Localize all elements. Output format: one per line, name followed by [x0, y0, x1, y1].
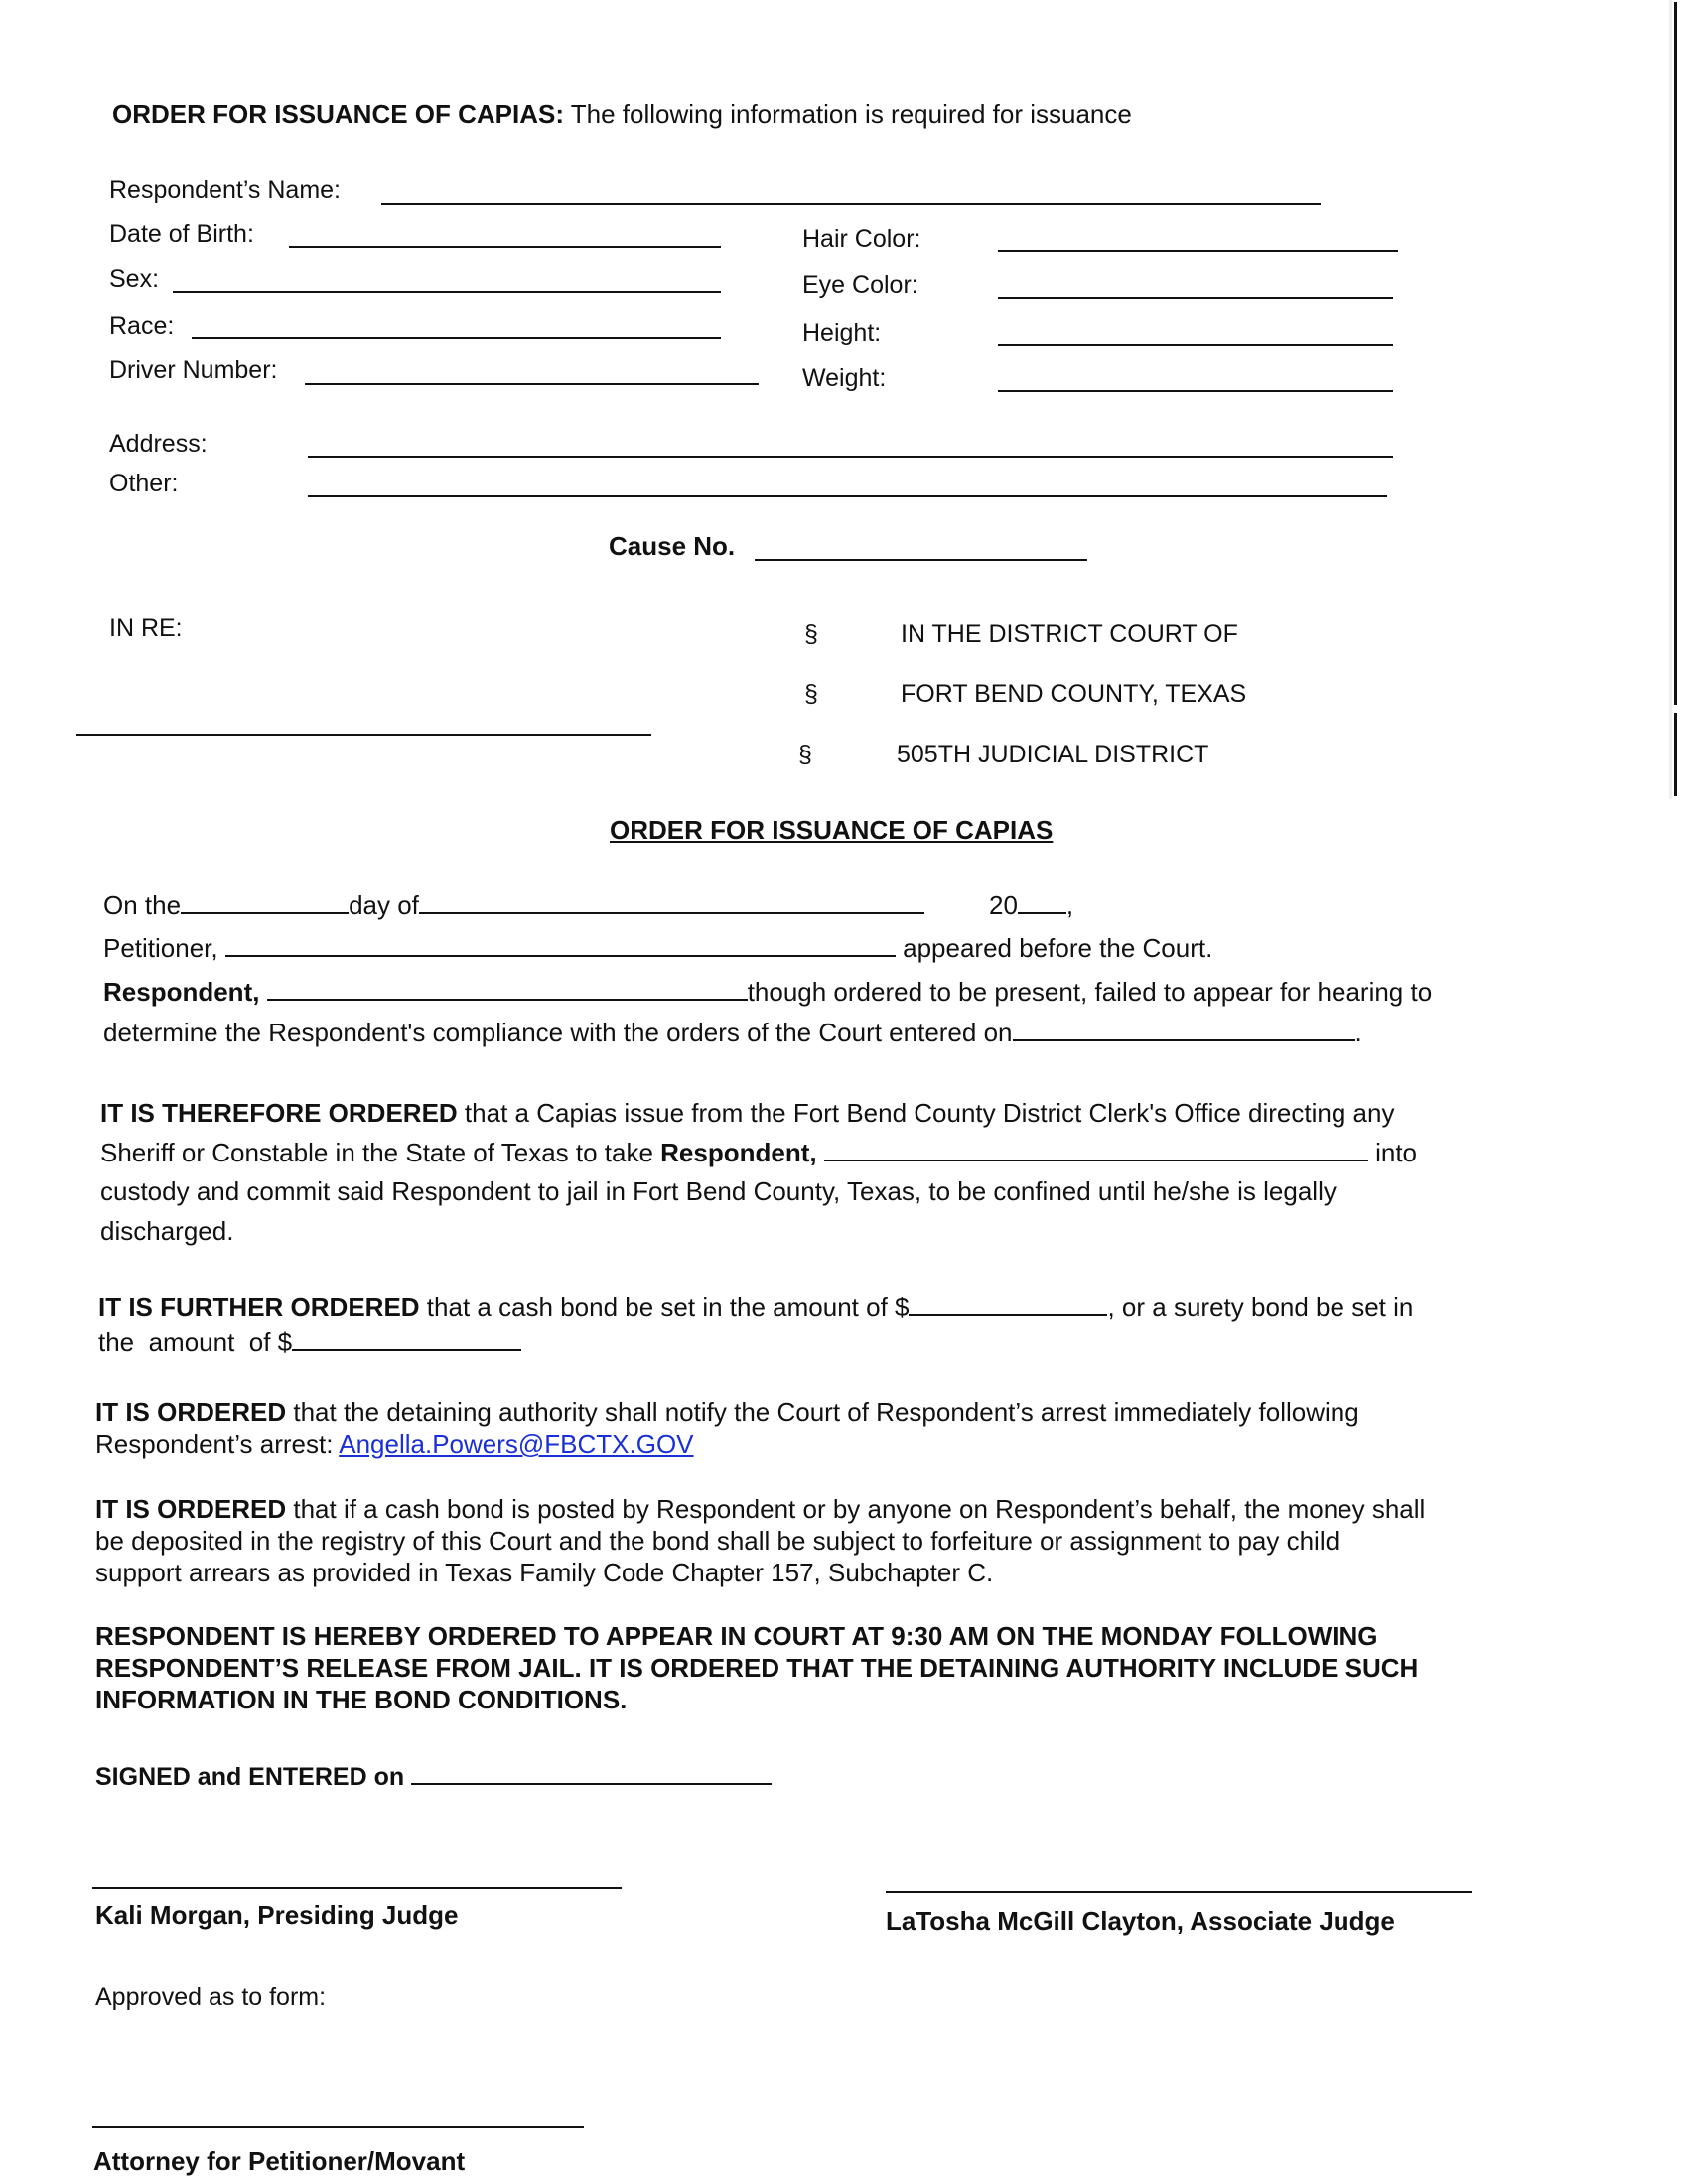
approved-label: Approved as to form:	[95, 1983, 327, 2011]
respondent-line	[103, 977, 1432, 1007]
associate-judge-name: LaTosha McGill Clayton, Associate Judge	[886, 1906, 1395, 1936]
cause-no-field[interactable]	[755, 559, 1087, 561]
p4-line-2: be deposited in the registry of this Court and the bond shall be subject to forfeiture or assignment to pay child	[95, 1526, 1340, 1556]
text: into	[1375, 1138, 1417, 1167]
text: IT IS ORDERED	[95, 1494, 287, 1524]
day-field[interactable]	[181, 892, 349, 914]
signed-date-field[interactable]	[411, 1763, 772, 1785]
respondent-name-field[interactable]	[381, 203, 1321, 205]
text: Sheriff or Constable in the State of Texas to take	[100, 1138, 661, 1167]
text: Petitioner,	[103, 933, 218, 963]
height-label: Height:	[802, 319, 882, 346]
cash-bond-field[interactable]	[909, 1295, 1107, 1316]
in-re-label: IN RE:	[109, 614, 183, 642]
p4-line-1	[95, 1494, 1425, 1524]
scrollbar-thumb[interactable]	[1674, 713, 1677, 796]
hair-color-field[interactable]	[998, 250, 1398, 252]
text: appeared before the Court.	[903, 933, 1213, 963]
hair-color-label: Hair Color:	[802, 225, 921, 253]
month-field[interactable]	[419, 892, 924, 914]
p5-line-2: RESPONDENT’S RELEASE FROM JAIL. IT IS ORDERED THAT THE DETAINING AUTHORITY INCLUDE SUCH	[95, 1653, 1419, 1683]
petitioner-line	[103, 933, 1212, 963]
respondent-field[interactable]	[267, 979, 748, 1001]
driver-number-label: Driver Number:	[109, 356, 278, 384]
text: Respondent,	[660, 1138, 817, 1167]
attorney-signature-line[interactable]	[92, 2126, 584, 2128]
weight-label: Weight:	[802, 364, 887, 392]
associate-judge-signature-line[interactable]	[886, 1891, 1472, 1893]
p1-line-3: custody and commit said Respondent to jail in Fort Bend County, Texas, to be confined until he/she is legally	[100, 1176, 1337, 1206]
court-line-2: FORT BEND COUNTY, TEXAS	[901, 680, 1247, 708]
text: though ordered to be present, failed to appear for hearing to	[747, 977, 1433, 1007]
year-field[interactable]	[1018, 892, 1066, 914]
text: Respondent’s arrest:	[95, 1430, 340, 1459]
respondent-name-label: Respondent’s Name:	[109, 176, 342, 204]
p1-line-1	[100, 1098, 1394, 1128]
text: day of	[349, 890, 419, 920]
text: that the detaining authority shall notify the Court of Respondent’s arrest immediately following	[286, 1397, 1359, 1427]
attorney-label: Attorney for Petitioner/Movant	[93, 2146, 466, 2176]
custody-respondent-field[interactable]	[824, 1140, 1368, 1161]
text: that a cash bond be set in the amount of $	[419, 1293, 910, 1322]
email-link[interactable]: Angella.Powers@FBCTX.GOV	[339, 1430, 694, 1459]
height-field[interactable]	[998, 344, 1393, 346]
p3-line-1	[95, 1397, 1359, 1427]
text: IT IS FURTHER ORDERED	[98, 1293, 420, 1322]
text: , or a surety bond be set in	[1107, 1293, 1414, 1322]
text: IT IS ORDERED	[95, 1397, 287, 1427]
text: 20	[989, 890, 1018, 920]
text: SIGNED and ENTERED on	[95, 1763, 405, 1791]
year-line	[989, 890, 1073, 920]
weight-field[interactable]	[998, 390, 1393, 392]
p2-line-1	[98, 1293, 1413, 1322]
eye-color-field[interactable]	[998, 297, 1393, 299]
section-symbol: §	[804, 680, 818, 708]
text: determine the Respondent's compliance with the orders of the Court entered on	[103, 1018, 1013, 1047]
scrollbar-line	[1674, 2, 1677, 705]
text: that if a cash bond is posted by Respondent or by anyone on Respondent’s behalf, the money shall	[286, 1494, 1426, 1524]
text: On the	[103, 890, 182, 920]
dob-label: Date of Birth:	[109, 220, 254, 248]
text: that a Capias issue from the Fort Bend County District Clerk's Office directing any	[457, 1098, 1395, 1128]
in-re-field[interactable]	[76, 734, 651, 736]
race-label: Race:	[109, 312, 175, 340]
driver-number-field[interactable]	[305, 383, 759, 385]
p4-line-3: support arrears as provided in Texas Family Code Chapter 157, Subchapter C.	[95, 1558, 994, 1587]
court-line-3: 505TH JUDICIAL DISTRICT	[897, 741, 1209, 768]
address-label: Address:	[109, 430, 208, 458]
p5-line-1: RESPONDENT IS HEREBY ORDERED TO APPEAR IN COURT AT 9:30 AM ON THE MONDAY FOLLOWING	[95, 1621, 1378, 1651]
p5-line-3: INFORMATION IN THE BOND CONDITIONS.	[95, 1685, 628, 1714]
form-header-text: The following information is required for issuance	[564, 99, 1132, 129]
entered-date-field[interactable]	[1013, 1020, 1355, 1041]
surety-bond-field[interactable]	[292, 1329, 521, 1351]
section-symbol: §	[798, 741, 812, 768]
eye-color-label: Eye Color:	[802, 271, 918, 299]
cause-no-label: Cause No.	[609, 531, 736, 561]
race-field[interactable]	[192, 337, 721, 339]
p1-line-2	[100, 1138, 1417, 1167]
dob-field[interactable]	[289, 246, 721, 248]
scrollbar-track[interactable]	[1669, 0, 1672, 799]
text: IT IS THEREFORE ORDERED	[100, 1098, 458, 1128]
address-field[interactable]	[308, 456, 1393, 458]
other-field[interactable]	[308, 495, 1387, 497]
form-header-bold: ORDER FOR ISSUANCE OF CAPIAS:	[112, 99, 565, 129]
court-line-1: IN THE DISTRICT COURT OF	[901, 620, 1238, 648]
signed-line	[95, 1762, 772, 1792]
sex-label: Sex:	[109, 265, 160, 293]
order-title: ORDER FOR ISSUANCE OF CAPIAS	[610, 815, 1054, 845]
text: ,	[1065, 890, 1074, 920]
presiding-judge-signature-line[interactable]	[92, 1887, 622, 1889]
date-line	[103, 890, 924, 920]
presiding-judge-name: Kali Morgan, Presiding Judge	[95, 1900, 459, 1930]
sex-field[interactable]	[173, 291, 721, 293]
other-label: Other:	[109, 470, 179, 497]
text: the amount of $	[98, 1327, 293, 1357]
text: Respondent,	[103, 977, 260, 1007]
p2-line-2	[98, 1327, 521, 1357]
section-symbol: §	[804, 620, 818, 648]
petitioner-field[interactable]	[225, 935, 896, 957]
p3-line-2	[95, 1430, 694, 1459]
text: .	[1354, 1018, 1362, 1047]
p1-line-4: discharged.	[100, 1216, 234, 1246]
determine-line	[103, 1018, 1362, 1047]
form-header	[112, 99, 1132, 129]
